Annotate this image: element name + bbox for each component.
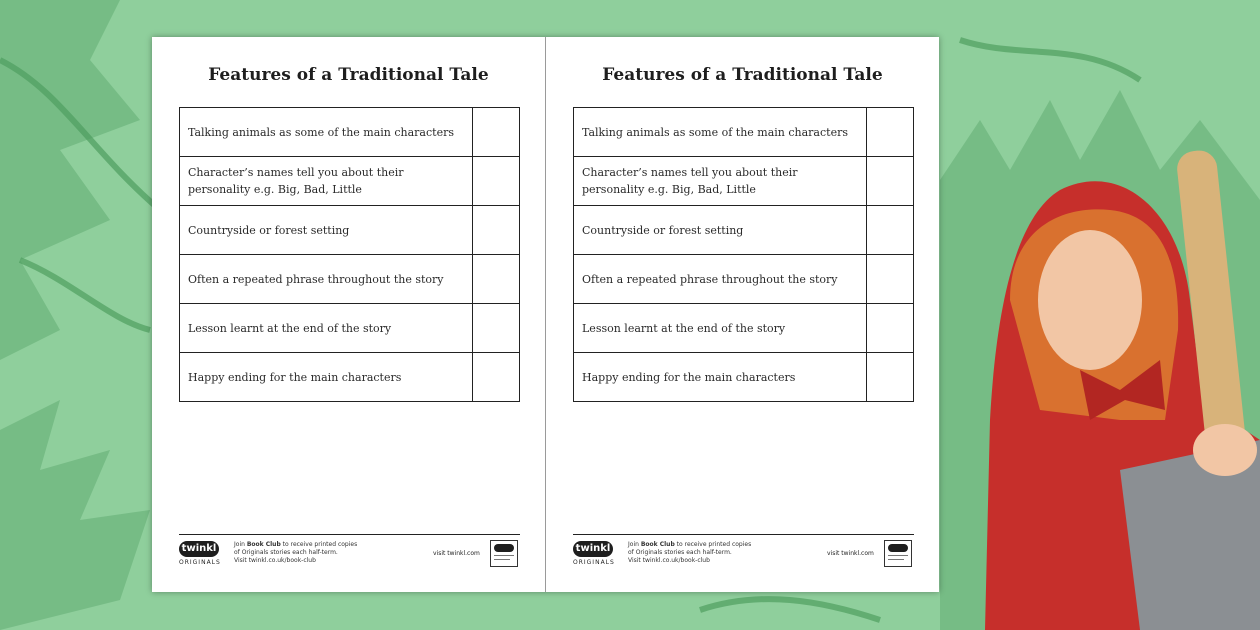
checklist-row: [574, 353, 914, 402]
join-line-2: of Originals stories each half-term.: [234, 549, 338, 556]
worksheet-title: Features of a Traditional Tale: [602, 65, 883, 85]
tick-box[interactable]: [473, 206, 520, 255]
feature-checklist: [179, 107, 520, 402]
logo-word: twinkl: [179, 541, 219, 557]
feature-label: Talking animals as some of the main characters: [574, 108, 867, 157]
quality-badge-icon: [490, 540, 518, 567]
checklist-row: [574, 157, 914, 206]
quality-badge-icon: [884, 540, 912, 567]
join-suffix: to receive printed copies: [674, 541, 752, 548]
tick-box[interactable]: [867, 206, 914, 255]
tick-box[interactable]: [473, 108, 520, 157]
checklist-row: [180, 255, 520, 304]
tick-box[interactable]: [867, 157, 914, 206]
feature-label: Character’s names tell you about their personality e.g. Big, Bad, Little: [574, 157, 867, 206]
join-line-3: Visit twinkl.co.uk/book-club: [234, 557, 316, 564]
checklist-row: [180, 108, 520, 157]
feature-label: Lesson learnt at the end of the story: [180, 304, 473, 353]
join-bold: Book Club: [640, 541, 675, 548]
logo-sub: ORIGINALS: [573, 559, 615, 566]
logo-sub: ORIGINALS: [179, 559, 221, 566]
feature-label: Often a repeated phrase throughout the story: [180, 255, 473, 304]
feature-label: Often a repeated phrase throughout the story: [574, 255, 867, 304]
tick-box[interactable]: [867, 255, 914, 304]
checklist-row: [574, 206, 914, 255]
tick-box[interactable]: [473, 255, 520, 304]
feature-label: Happy ending for the main characters: [180, 353, 473, 402]
feature-checklist: [573, 107, 914, 402]
tick-box[interactable]: [867, 353, 914, 402]
tick-box[interactable]: [473, 157, 520, 206]
tick-box[interactable]: [473, 353, 520, 402]
twinkl-originals-logo: [573, 541, 617, 571]
join-prefix: Join: [628, 541, 641, 548]
book-club-note: [628, 541, 788, 565]
worksheet-footer: [573, 534, 914, 571]
twinkl-originals-logo: [179, 541, 223, 571]
tick-box[interactable]: [867, 108, 914, 157]
book-club-note: [234, 541, 394, 565]
join-line-3: Visit twinkl.co.uk/book-club: [628, 557, 710, 564]
checklist-row: [180, 157, 520, 206]
feature-label: Countryside or forest setting: [574, 206, 867, 255]
worksheet-sheet: [152, 37, 939, 592]
face: [1038, 230, 1142, 370]
checklist-row: [574, 304, 914, 353]
visit-link[interactable]: visit twinkl.com: [827, 550, 874, 557]
feature-label: Talking animals as some of the main characters: [180, 108, 473, 157]
feature-label: Countryside or forest setting: [180, 206, 473, 255]
join-bold: Book Club: [246, 541, 281, 548]
join-line-2: of Originals stories each half-term.: [628, 549, 732, 556]
worksheet-page-right: [546, 37, 939, 592]
worksheet-footer: [179, 534, 520, 571]
checklist-row: [180, 206, 520, 255]
checklist-row: [574, 255, 914, 304]
worksheet-page-left: [152, 37, 545, 592]
feature-label: Character’s names tell you about their personality e.g. Big, Bad, Little: [180, 157, 473, 206]
tick-box[interactable]: [867, 304, 914, 353]
checklist-row: [574, 108, 914, 157]
tick-box[interactable]: [473, 304, 520, 353]
feature-label: Lesson learnt at the end of the story: [574, 304, 867, 353]
hand: [1193, 424, 1257, 476]
checklist-row: [180, 353, 520, 402]
join-suffix: to receive printed copies: [280, 541, 358, 548]
logo-word: twinkl: [573, 541, 613, 557]
feature-label: Happy ending for the main characters: [574, 353, 867, 402]
worksheet-title: Features of a Traditional Tale: [208, 65, 489, 85]
join-prefix: Join: [234, 541, 247, 548]
checklist-row: [180, 304, 520, 353]
visit-link[interactable]: visit twinkl.com: [433, 550, 480, 557]
